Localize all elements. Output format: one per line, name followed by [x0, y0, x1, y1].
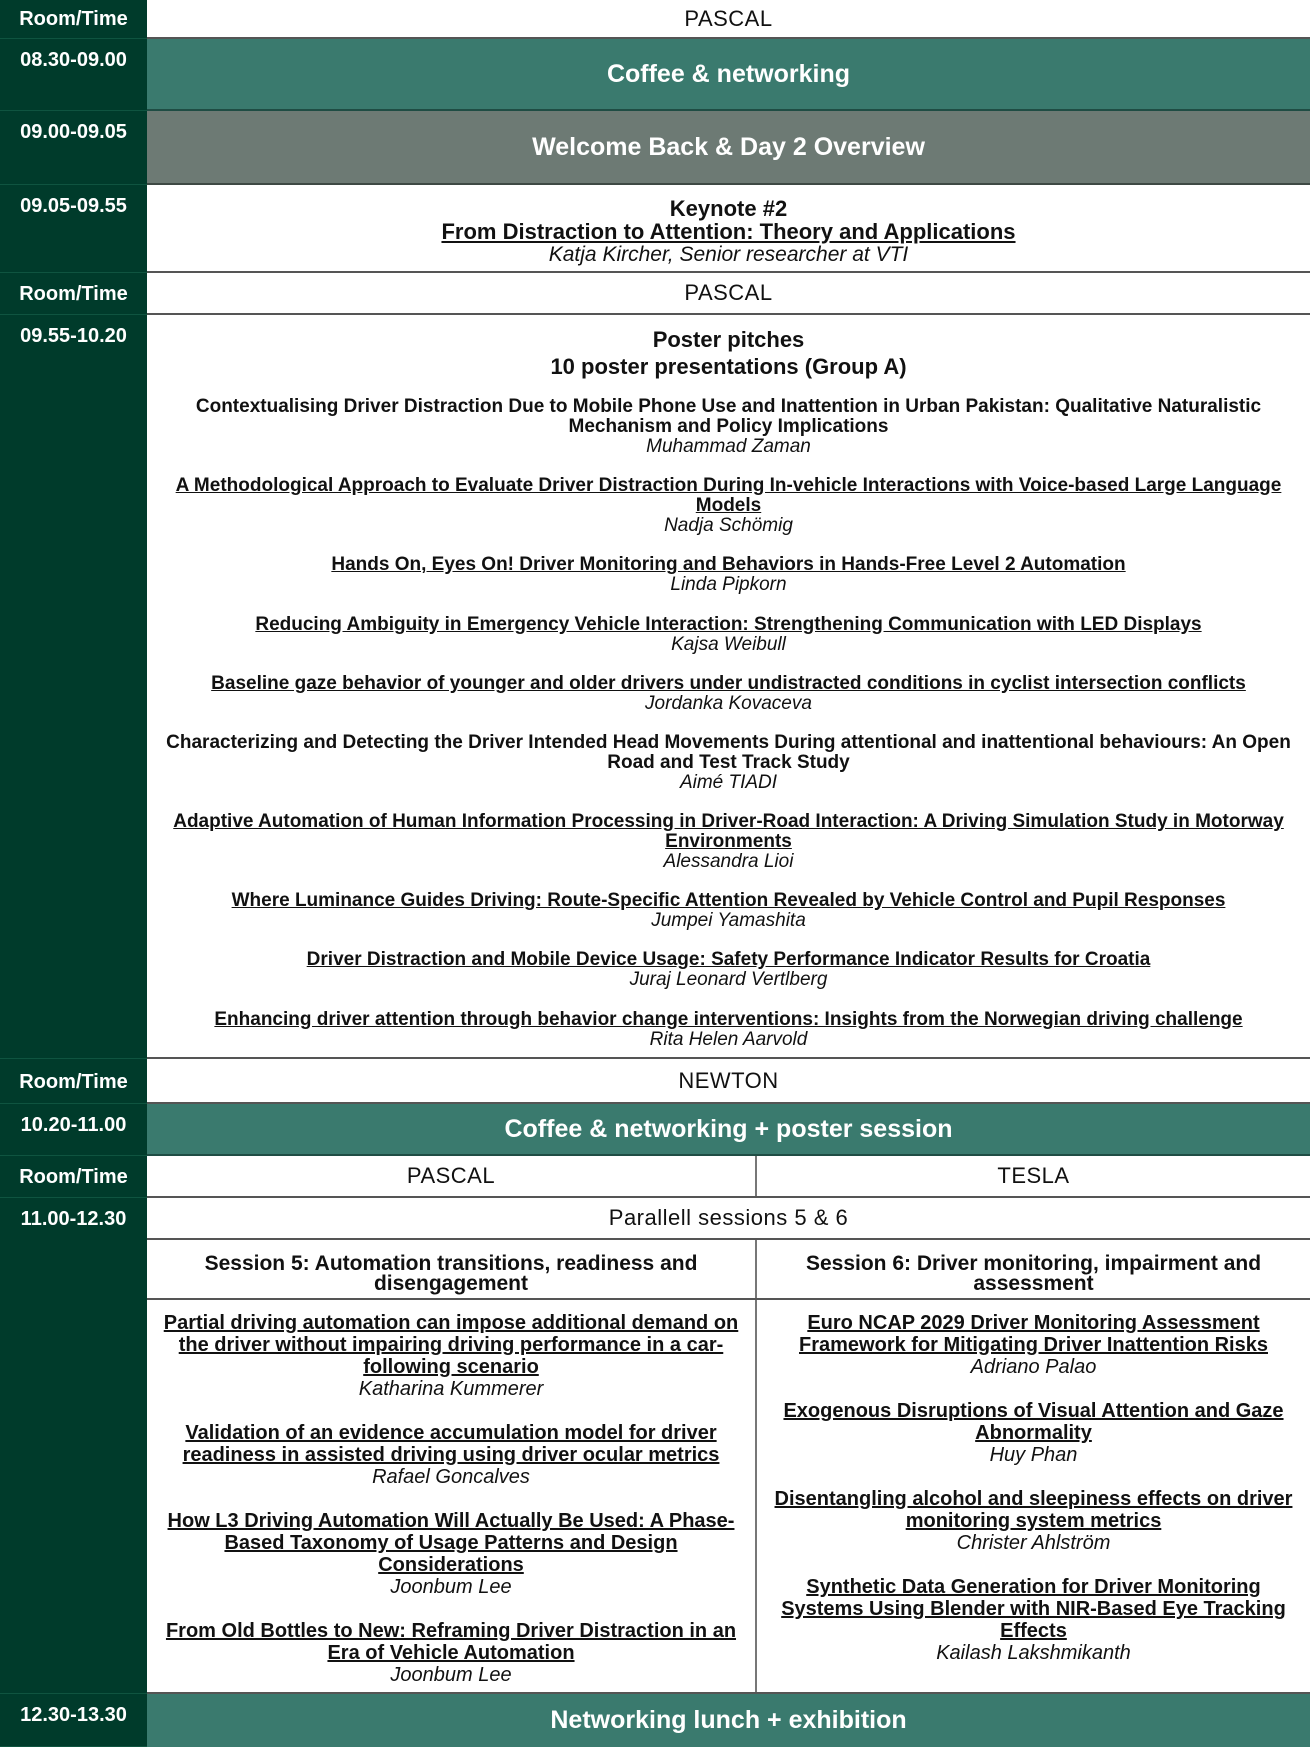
poster-session-bar: Coffee & networking + poster session [147, 1104, 1310, 1156]
poster-title-link[interactable]: Where Luminance Guides Driving: Route-Specific Attention Revealed by Vehicle Control and Pupil Responses [231, 890, 1226, 911]
session-6-list [757, 1300, 1310, 1692]
schedule-row [0, 39, 1310, 111]
room-name: PASCAL [147, 273, 1310, 315]
room-row [0, 273, 1310, 315]
schedule-row [0, 111, 1310, 185]
poster-author: Nadja Schömig [664, 515, 793, 536]
keynote-label: Keynote #2 [669, 196, 788, 221]
session-item-title-link[interactable]: Partial driving automation can impose additional demand on the driver without impairing driving performance in a car-following scenario [163, 1312, 739, 1378]
poster-item [147, 674, 1310, 714]
poster-item [147, 397, 1310, 457]
room-time-label: Room/Time [0, 1156, 147, 1198]
session-item-title-link[interactable]: From Old Bottles to New: Reframing Driver Distraction in an Era of Vehicle Automation [165, 1620, 737, 1664]
session-items [147, 1300, 1310, 1692]
keynote-title-link[interactable]: From Distraction to Attention: Theory and Applications [441, 219, 1016, 244]
schedule-row [0, 1694, 1310, 1747]
poster-title-link[interactable]: Adaptive Automation of Human Information Processing in Driver-Road Interaction: A Driving Simulation Study in Motorway Environments [173, 811, 1284, 852]
poster-author: Rita Helen Aarvold [649, 1029, 808, 1050]
session-item-title-link[interactable]: How L3 Driving Automation Will Actually Be Used: A Phase-Based Taxonomy of Usage Patterns and Design Considerations [167, 1510, 735, 1576]
session-item [147, 1510, 755, 1598]
room-name-left: PASCAL [147, 1156, 757, 1196]
session-item [147, 1312, 755, 1400]
time-slot: 09.00-09.05 [0, 111, 147, 185]
poster-item [147, 733, 1310, 793]
poster-item [147, 812, 1310, 872]
room-row [0, 1059, 1310, 1104]
session-item-author: Christer Ahlström [956, 1532, 1111, 1554]
poster-author: Muhammad Zaman [646, 436, 811, 457]
poster-title: Characterizing and Detecting the Driver Intended Head Movements During attentional and inattentional behaviours: An Open Road and Test Track Study [166, 732, 1291, 773]
poster-author: Aimé TIADI [679, 772, 778, 793]
poster-item [147, 891, 1310, 931]
time-slot: 08.30-09.00 [0, 39, 147, 111]
poster-item [147, 1010, 1310, 1050]
room-time-label: Room/Time [0, 1059, 147, 1104]
session-5-list [147, 1300, 757, 1692]
session-item [757, 1400, 1310, 1466]
time-slot: 11.00-12.30 [0, 1198, 147, 1694]
room-time-label: Room/Time [0, 0, 147, 39]
poster-item [147, 476, 1310, 536]
poster-title-link[interactable]: Hands On, Eyes On! Driver Monitoring and Behaviors in Hands-Free Level 2 Automation [331, 554, 1126, 575]
room-split [147, 1156, 1310, 1198]
session-item-title-link[interactable]: Disentangling alcohol and sleepiness effects on driver monitoring system metrics [774, 1488, 1293, 1532]
poster-pitches-block [147, 315, 1310, 1059]
schedule-row [0, 315, 1310, 1059]
coffee-break-bar: Coffee & networking [147, 39, 1310, 111]
poster-title-link[interactable]: Reducing Ambiguity in Emergency Vehicle Interaction: Strengthening Communication with LED Displays [255, 614, 1202, 635]
schedule-row [0, 185, 1310, 273]
poster-author: Juraj Leonard Vertlberg [629, 969, 828, 990]
session-item-author: Katharina Kummerer [358, 1378, 544, 1400]
room-name: NEWTON [147, 1059, 1310, 1104]
session-5-heading: Session 5: Automation transitions, readiness and disengagement [147, 1240, 757, 1298]
poster-title-link[interactable]: Baseline gaze behavior of younger and older drivers under undistracted conditions in cyclist intersection conflicts [211, 673, 1246, 694]
poster-pitches-header [147, 315, 1310, 380]
room-row [0, 1156, 1310, 1198]
poster-item [147, 615, 1310, 655]
time-slot: 10.20-11.00 [0, 1104, 147, 1156]
session-item [147, 1620, 755, 1686]
schedule-row [0, 1104, 1310, 1156]
room-time-label: Room/Time [0, 273, 147, 315]
session-item [757, 1576, 1310, 1664]
welcome-bar: Welcome Back & Day 2 Overview [147, 111, 1310, 185]
session-headings [147, 1240, 1310, 1300]
poster-author: Jumpei Yamashita [651, 910, 806, 931]
session-item-title-link[interactable]: Exogenous Disruptions of Visual Attention and Gaze Abnormality [783, 1400, 1284, 1444]
poster-author: Kajsa Weibull [671, 634, 786, 655]
poster-title-link[interactable]: Enhancing driver attention through behavior change interventions: Insights from the Norwegian driving challenge [214, 1009, 1243, 1030]
session-item-author: Kailash Lakshmikanth [936, 1642, 1131, 1664]
session-6-heading: Session 6: Driver monitoring, impairment and assessment [805, 1252, 1262, 1295]
keynote-block [147, 185, 1310, 273]
parallel-sessions-block [147, 1198, 1310, 1694]
session-item-author: Huy Phan [989, 1444, 1078, 1466]
lunch-bar: Networking lunch + exhibition [147, 1694, 1310, 1747]
time-slot: 12.30-13.30 [0, 1694, 147, 1747]
session-item-title-link[interactable]: Validation of an evidence accumulation model for driver readiness in assisted driving using driver ocular metrics [182, 1422, 720, 1466]
poster-title-link[interactable]: Driver Distraction and Mobile Device Usage: Safety Performance Indicator Results for Croatia [306, 949, 1151, 970]
poster-pitches-heading: Poster pitches [652, 327, 805, 352]
session-item-title-link[interactable]: Euro NCAP 2029 Driver Monitoring Assessment Framework for Mitigating Driver Inattention Risks [799, 1312, 1268, 1356]
poster-item [147, 950, 1310, 990]
room-name-right: TESLA [997, 1163, 1070, 1188]
schedule-row [0, 1198, 1310, 1694]
poster-pitches-subheading: 10 poster presentations (Group A) [550, 354, 907, 379]
session-item [147, 1422, 755, 1488]
time-slot: 09.05-09.55 [0, 185, 147, 273]
keynote-speaker: Katja Kircher, Senior researcher at VTI [548, 243, 909, 266]
session-item-author: Joonbum Lee [390, 1576, 512, 1598]
session-item-author: Rafael Goncalves [372, 1466, 530, 1488]
time-slot: 09.55-10.20 [0, 315, 147, 1059]
poster-title: Contextualising Driver Distraction Due to Mobile Phone Use and Inattention in Urban Pakistan: Qualitative Naturalistic Mechanism and Policy Implications [195, 396, 1262, 437]
session-item-author: Joonbum Lee [390, 1664, 512, 1686]
poster-author: Alessandra Lioi [663, 851, 794, 872]
session-item [757, 1312, 1310, 1378]
poster-item [147, 555, 1310, 595]
room-row [0, 0, 1310, 39]
session-item [757, 1488, 1310, 1554]
poster-author: Jordanka Kovaceva [645, 693, 812, 714]
poster-title-link[interactable]: A Methodological Approach to Evaluate Driver Distraction During In-vehicle Interactions with Voice-based Large Language Models [175, 475, 1282, 516]
parallel-sessions-title: Parallell sessions 5 & 6 [147, 1198, 1310, 1240]
room-name: PASCAL [147, 0, 1310, 39]
session-item-author: Adriano Palao [970, 1356, 1097, 1378]
session-item-title-link[interactable]: Synthetic Data Generation for Driver Monitoring Systems Using Blender with NIR-Based Eye Tracking Effects [781, 1576, 1286, 1642]
poster-author: Linda Pipkorn [670, 574, 787, 595]
